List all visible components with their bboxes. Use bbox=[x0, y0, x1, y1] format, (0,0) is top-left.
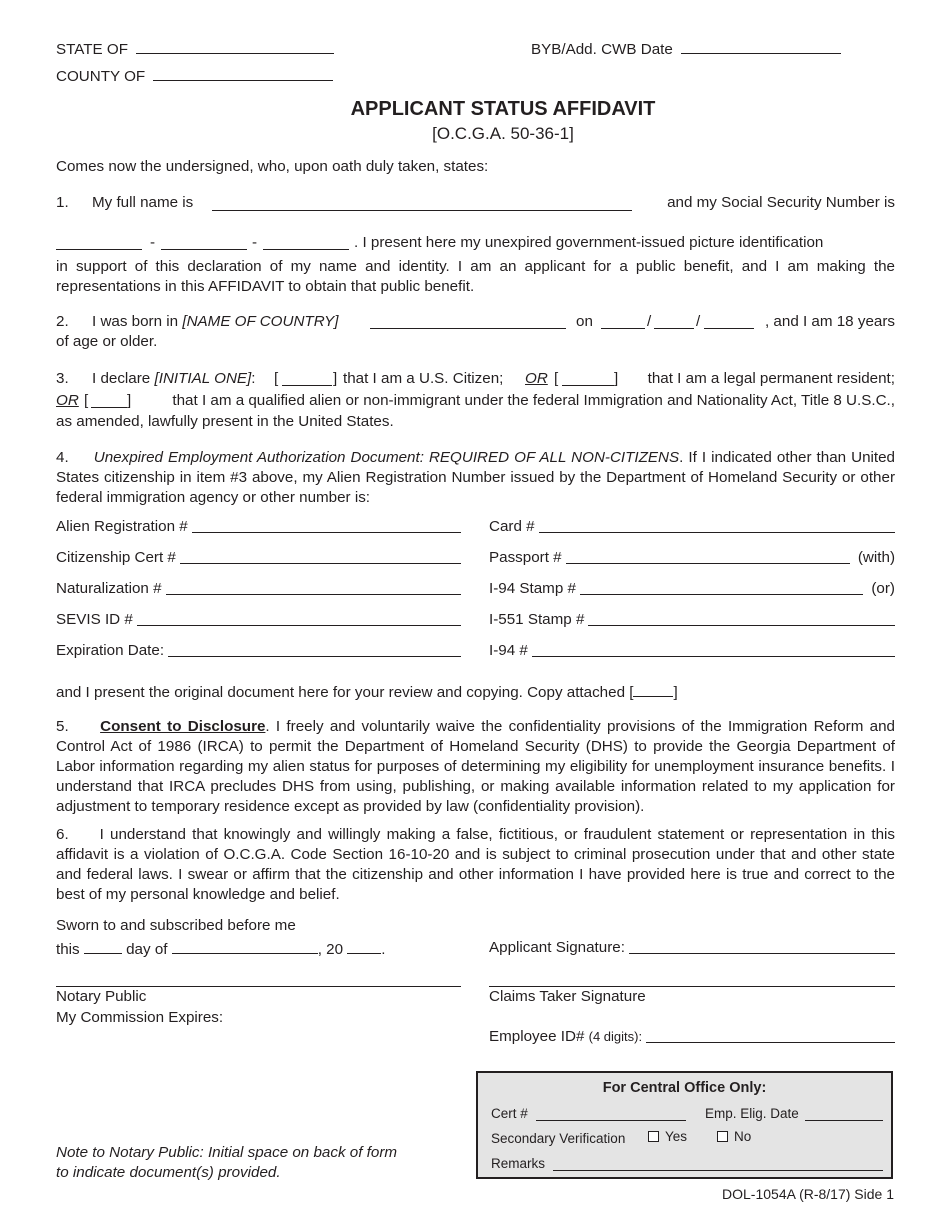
item1-name-label: My full name is bbox=[92, 194, 194, 211]
full-name-field[interactable] bbox=[212, 210, 632, 211]
sworn-text: Sworn to and subscribed before me bbox=[56, 917, 296, 934]
slash-2: / bbox=[696, 313, 701, 330]
claims-taker-signature-line[interactable] bbox=[489, 986, 895, 987]
citizenship-cert-row: Citizenship Cert # bbox=[56, 548, 461, 568]
applicant-signature-field[interactable] bbox=[629, 939, 895, 954]
county-of-field[interactable] bbox=[153, 66, 333, 81]
remarks-label: Remarks bbox=[491, 1156, 546, 1171]
item5-text: . I freely and voluntarily waive the confidentiality provisions of the Immigration Reform and Control Act of 1986 (IRCA) to permit the Department of Homeland Security (DHS) to provide the Georgia Department of Labor information regarding my alien status for purposes of determining my eligibility for unemployment insurance benefits. I understand that IRCA precludes DHS from using, publishing, or making available information related to my application for adjustment to temporary residence except as provided by law (confidentiality provision). bbox=[56, 718, 895, 815]
sworn-date-row: this day of , 20 . bbox=[56, 941, 386, 958]
central-office-box bbox=[476, 1071, 893, 1179]
i551-stamp-row: I-551 Stamp # bbox=[489, 610, 895, 630]
claims-taker-label: Claims Taker Signature bbox=[489, 988, 646, 1005]
item3-declare: I declare [INITIAL ONE]: bbox=[92, 370, 256, 387]
item4-text: . If I indicated other than United States citizenship in item #3 above, my Alien Registration Number issued by the Department of Homeland Security or other federal immigration agency or other number is: bbox=[56, 449, 896, 506]
i94-row: I-94 # bbox=[489, 641, 895, 661]
item5-paragraph bbox=[56, 717, 895, 817]
expiration-date-row: Expiration Date: bbox=[56, 641, 461, 661]
ssn-part1-field[interactable] bbox=[56, 249, 142, 250]
or-label-1: OR bbox=[525, 370, 548, 387]
passport-field[interactable] bbox=[566, 549, 850, 564]
item3-line3: as amended, lawfully present in the United States. bbox=[56, 413, 394, 430]
sevis-id-row: SEVIS ID # bbox=[56, 610, 461, 630]
item5-num: 5. bbox=[56, 718, 69, 735]
qualified-text: that I am a qualified alien or non-immigrant under the federal Immigration and Nationality Act, Title 8 U.S.C., bbox=[172, 392, 895, 409]
ssn-part3-field[interactable] bbox=[263, 249, 349, 250]
birth-year-field[interactable] bbox=[704, 328, 754, 329]
notary-note-line1: Note to Notary Public: Initial space on back of form bbox=[56, 1144, 398, 1161]
yes-checkbox[interactable] bbox=[648, 1131, 659, 1142]
sworn-day-field[interactable] bbox=[84, 939, 122, 954]
intro-text: Comes now the undersigned, who, upon oath duly taken, states: bbox=[56, 158, 489, 175]
i94-stamp-row: I-94 Stamp # (or) bbox=[489, 580, 895, 597]
naturalization-field[interactable] bbox=[166, 580, 461, 595]
item4-num: 4. bbox=[56, 449, 69, 466]
country-field[interactable] bbox=[370, 328, 566, 329]
item1-text: in support of this declaration of my name and identity. I am an applicant for a public benefit, and I am making the representations in this AFFIDAVIT to obtain that public benefit. bbox=[56, 258, 895, 295]
birth-day-field[interactable] bbox=[654, 328, 694, 329]
item3-initial-hint: [INITIAL ONE] bbox=[154, 370, 252, 387]
notary-note-line2: to indicate document(s) provided. bbox=[56, 1164, 281, 1181]
copy-attached-field[interactable] bbox=[633, 682, 673, 697]
employee-id-row: Employee ID# (4 digits): bbox=[489, 1027, 895, 1047]
employee-id-field[interactable] bbox=[646, 1028, 895, 1043]
card-number-field[interactable] bbox=[539, 518, 895, 533]
notary-signature-line[interactable] bbox=[56, 986, 461, 987]
citizen-initial-field[interactable] bbox=[282, 385, 332, 386]
cert-field[interactable] bbox=[536, 1120, 686, 1121]
card-row: Card # bbox=[489, 517, 895, 537]
alien-registration-field[interactable] bbox=[192, 518, 461, 533]
citizen-bracket-close: ] bbox=[333, 370, 338, 387]
ssn-dash-1: - bbox=[150, 234, 156, 251]
item1-continue: . I present here my unexpired government-issued picture identification bbox=[354, 234, 824, 251]
byb-label: BYB/Add. CWB Date bbox=[531, 41, 673, 58]
remarks-field[interactable] bbox=[553, 1170, 883, 1171]
notary-public-label: Notary Public bbox=[56, 988, 147, 1005]
sevis-id-field[interactable] bbox=[137, 611, 461, 626]
expiration-date-field[interactable] bbox=[168, 642, 461, 657]
item6-paragraph bbox=[56, 825, 895, 905]
item3-num: 3. bbox=[56, 370, 69, 387]
state-of-row bbox=[56, 39, 334, 58]
byb-date-field[interactable] bbox=[681, 39, 841, 54]
state-of-field[interactable] bbox=[136, 39, 334, 54]
resident-bracket-close: ] bbox=[614, 370, 619, 387]
citizenship-cert-field[interactable] bbox=[180, 549, 461, 564]
resident-bracket-open: [ bbox=[554, 370, 559, 387]
ssn-part2-field[interactable] bbox=[161, 249, 247, 250]
qualified-initial-field[interactable] bbox=[91, 407, 127, 408]
item1-num: 1. bbox=[56, 194, 69, 211]
citizen-text: that I am a U.S. Citizen; bbox=[343, 370, 504, 387]
emp-elig-label: Emp. Elig. Date bbox=[705, 1106, 799, 1121]
page-subtitle: [O.C.G.A. 50-36-1] bbox=[432, 124, 574, 143]
ssn-dash-2: - bbox=[252, 234, 258, 251]
county-of-label: COUNTY OF bbox=[56, 68, 146, 85]
item2-country-hint: [NAME OF COUNTRY] bbox=[182, 313, 339, 330]
county-of-row bbox=[56, 66, 333, 85]
qualified-bracket-close: ] bbox=[127, 392, 132, 409]
item2-on-label: on bbox=[576, 313, 593, 330]
commission-expires-label: My Commission Expires: bbox=[56, 1009, 224, 1026]
sworn-month-field[interactable] bbox=[172, 939, 318, 954]
i551-stamp-field[interactable] bbox=[588, 611, 895, 626]
i94-field[interactable] bbox=[532, 642, 895, 657]
no-checkbox[interactable] bbox=[717, 1131, 728, 1142]
yes-option[interactable]: Yes bbox=[648, 1129, 687, 1144]
item1-ssn-label: and my Social Security Number is bbox=[667, 194, 895, 211]
item2-line2: of age or older. bbox=[56, 333, 158, 350]
copy-attached-text: and I present the original document here for your review and copying. Copy attached [ bbox=[56, 684, 634, 701]
qualified-bracket-open: [ bbox=[84, 392, 89, 409]
item6-num: 6. bbox=[56, 826, 69, 843]
page-title: APPLICANT STATUS AFFIDAVIT bbox=[350, 98, 656, 120]
item2-num: 2. bbox=[56, 313, 69, 330]
passport-row: Passport # (with) bbox=[489, 549, 895, 566]
i94-stamp-field[interactable] bbox=[580, 580, 863, 595]
no-option[interactable]: No bbox=[717, 1129, 751, 1144]
secondary-verification-label: Secondary Verification bbox=[491, 1131, 626, 1146]
resident-initial-field[interactable] bbox=[562, 385, 614, 386]
copy-attached-row: and I present the original document here for your review and copying. Copy attached [ ] bbox=[56, 684, 678, 701]
byb-row bbox=[531, 39, 841, 58]
alien-registration-row: Alien Registration # bbox=[56, 517, 461, 537]
cert-label: Cert # bbox=[491, 1106, 528, 1121]
birth-month-field[interactable] bbox=[601, 328, 645, 329]
item6-text: I understand that knowingly and willingly making a false, fictitious, or fraudulent statement or representation in this affidavit is a violation of O.C.G.A. Code Section 16-10-20 and is subject to criminal prosecution under that and other state and federal laws. I swear or affirm that the citizenship and other information I have provided here is true and correct to the best of my personal knowledge and belief. bbox=[56, 826, 895, 903]
naturalization-row: Naturalization # bbox=[56, 579, 461, 599]
item5-heading: Consent to Disclosure bbox=[100, 718, 266, 735]
sworn-year-field[interactable] bbox=[347, 939, 381, 954]
resident-text: that I am a legal permanent resident; bbox=[647, 370, 895, 387]
form-footer: DOL-1054A (R-8/17) Side 1 bbox=[722, 1186, 894, 1202]
state-of-label: STATE OF bbox=[56, 41, 128, 58]
item4-paragraph bbox=[56, 448, 895, 508]
or-label-2: OR bbox=[56, 392, 79, 409]
slash-1: / bbox=[647, 313, 652, 330]
item4-heading: Unexpired Employment Authorization Document: REQUIRED OF ALL NON-CITIZENS bbox=[93, 449, 680, 466]
item2-born-label: I was born in [NAME OF COUNTRY] bbox=[92, 313, 339, 330]
applicant-signature-row: Applicant Signature: bbox=[489, 938, 895, 958]
item2-age-text: , and I am 18 years bbox=[764, 313, 895, 330]
central-office-title: For Central Office Only: bbox=[602, 1080, 767, 1096]
emp-elig-date-field[interactable] bbox=[805, 1120, 883, 1121]
employee-id-note: (4 digits): bbox=[588, 1029, 643, 1044]
citizen-bracket-open: [ bbox=[274, 370, 279, 387]
